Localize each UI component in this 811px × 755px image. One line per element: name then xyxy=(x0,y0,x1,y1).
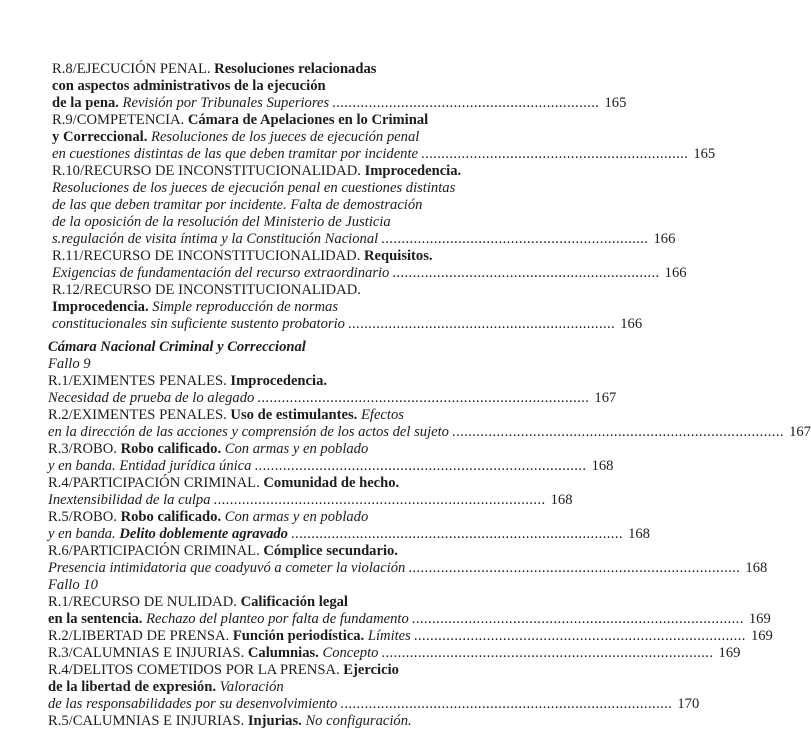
dot-leader: .................................................................. xyxy=(392,265,660,281)
page-number: 167 xyxy=(789,424,811,440)
entry-ref: R.3/CALUMNIAS E INJURIAS. xyxy=(48,645,248,661)
entry-line-with-page xyxy=(48,492,573,509)
entry-summary: Concepto xyxy=(322,645,379,661)
entry-summary: Resoluciones de los jueces de ejecución penal xyxy=(151,129,420,145)
entry-summary: de las responsabilidades por su desenvolvimiento xyxy=(48,696,338,712)
entry-ref: R.9/COMPETENCIA. xyxy=(52,112,188,128)
entry-summary: Simple reproducción de normas xyxy=(152,299,339,315)
page-number: 166 xyxy=(620,316,643,332)
entry-ref: R.1/RECURSO DE NULIDAD. xyxy=(48,594,241,610)
entry-ref: R.11/RECURSO DE INCONSTITUCIONALIDAD. xyxy=(52,248,365,264)
entry-topic: Improcedencia. xyxy=(52,299,153,315)
entry-line-with-page xyxy=(48,611,771,628)
entry-summary: Revisión por Tribunales Superiores xyxy=(122,95,330,111)
entry-ref: R.10/RECURSO DE INCONSTITUCIONALIDAD. xyxy=(52,163,365,179)
fallo-heading: Fallo 9 xyxy=(48,356,91,372)
entry-line: de las que deben tramitar por incidente. Falta de demostración xyxy=(52,197,423,213)
entry-line: de la oposición de la resolución del Ministerio de Justicia xyxy=(52,214,391,230)
entry-ref: R.3/ROBO. xyxy=(48,441,121,457)
court-heading: Cámara Nacional Criminal y Correccional xyxy=(48,339,306,355)
entry-line-with-page xyxy=(48,390,617,407)
entry-line-with-page xyxy=(52,316,643,333)
entry-topic: y Correccional. xyxy=(52,129,152,145)
entry-topic: en la sentencia. xyxy=(48,611,147,627)
entry-topic: de la pena. xyxy=(52,95,123,111)
entry-ref: R.5/CALUMNIAS E INJURIAS. xyxy=(48,713,248,729)
page-number: 166 xyxy=(664,265,687,281)
entry-line xyxy=(48,662,488,679)
entry-summary: Presencia intimidatoria que coadyuvó a cometer la violación xyxy=(48,560,406,576)
dot-leader: .................................................................. xyxy=(347,316,616,332)
entry-summary: en cuestiones distintas de las que deben tramitar por incidente xyxy=(52,146,419,162)
entry-topic: Función periodística. xyxy=(232,628,368,644)
entry-line xyxy=(52,112,492,129)
entry-line-with-page xyxy=(48,458,614,475)
entry-line xyxy=(52,163,492,180)
entry-summary: Con armas y en poblado xyxy=(224,441,369,457)
entry-ref: R.4/DELITOS COMETIDOS POR LA PRENSA. xyxy=(48,662,344,678)
entry-summary: Límites xyxy=(367,628,411,644)
entry-summary: en la dirección de las acciones y comprensión de los actos del sujeto xyxy=(48,424,449,440)
entry-line xyxy=(52,129,492,146)
page-number: 168 xyxy=(591,458,614,474)
entry-topic: Requisitos. xyxy=(364,248,433,264)
dot-leader: .................................................................................. xyxy=(411,611,744,627)
entry-line xyxy=(52,299,492,316)
entry-line-with-page xyxy=(48,424,811,441)
entry-summary: Valoración xyxy=(219,679,284,695)
entry-topic: Delito doblemente agravado xyxy=(119,526,288,542)
entry-topic: Robo calificado. xyxy=(120,509,225,525)
entry-line-with-page xyxy=(48,560,768,577)
entry-line xyxy=(48,713,488,730)
entry-summary: No configuración. xyxy=(305,713,412,729)
entry-ref: R.4/PARTICIPACIÓN CRIMINAL. xyxy=(48,475,264,491)
dot-leader: .................................................................................. xyxy=(413,628,746,644)
dot-leader: .................................................................................. xyxy=(451,424,784,440)
page-number: 166 xyxy=(653,231,676,247)
entry-topic: Resoluciones relacionadas xyxy=(214,61,377,77)
entry-topic: Ejercicio xyxy=(343,662,399,678)
entry-topic: Uso de estimulantes. xyxy=(230,407,361,423)
entry-ref: R.2/EXIMENTES PENALES. xyxy=(48,407,231,423)
entry-line: Resoluciones de los jueces de ejecución penal en cuestiones distintas xyxy=(52,180,456,196)
page-number: 169 xyxy=(750,628,773,644)
entry-topic: Robo calificado. xyxy=(120,441,225,457)
entry-line-with-page xyxy=(48,628,773,645)
page-number: 168 xyxy=(745,560,768,576)
entry-ref: R.2/LIBERTAD DE PRENSA. xyxy=(48,628,233,644)
entry-topic: Injurias. xyxy=(247,713,306,729)
entry-topic: Calumnias. xyxy=(247,645,323,661)
entry-summary: constitucionales sin suficiente sustento probatorio xyxy=(52,316,345,332)
entry-ref: R.8/EJECUCIÓN PENAL. xyxy=(52,61,215,77)
dot-leader: .................................................................................. xyxy=(257,390,590,406)
page-number: 165 xyxy=(604,95,627,111)
page-number: 165 xyxy=(693,146,716,162)
entry-line xyxy=(52,248,492,265)
entry-line xyxy=(52,61,432,78)
page-number: 168 xyxy=(628,526,650,542)
entry-line-with-page xyxy=(52,231,676,248)
entry-topic: Improcedencia. xyxy=(230,373,328,389)
dot-leader: .................................................................. xyxy=(421,146,689,162)
dot-leader: .................................................................................. xyxy=(254,458,587,474)
dot-leader: .................................................................. xyxy=(332,95,600,111)
dot-leader: .................................................................................. xyxy=(408,560,741,576)
entry-topic: Cómplice secundario. xyxy=(263,543,398,559)
entry-line-with-page xyxy=(48,645,741,662)
entry-line-with-page xyxy=(48,526,650,543)
entry-ref: R.5/ROBO. xyxy=(48,509,121,525)
page-number: 169 xyxy=(718,645,741,661)
page-number: 169 xyxy=(748,611,771,627)
entry-line-with-page xyxy=(52,265,687,282)
entry-summary: y en banda. Entidad jurídica única xyxy=(48,458,252,474)
page-number: 170 xyxy=(677,696,700,712)
entry-line xyxy=(48,679,488,696)
dot-leader: .................................................................................. xyxy=(340,696,673,712)
entry-line-with-page xyxy=(52,146,716,163)
entry-ref: R.1/EXIMENTES PENALES. xyxy=(48,373,231,389)
entry-topic: Calificación legal xyxy=(240,594,348,610)
entry-line xyxy=(48,509,488,526)
entry-summary: Inextensibilidad de la culpa xyxy=(48,492,211,508)
dot-leader: .................................................................................. xyxy=(381,645,714,661)
fallo-heading: Fallo 10 xyxy=(48,577,98,593)
entry-line-with-page xyxy=(48,696,700,713)
entry-topic: Improcedencia. xyxy=(364,163,462,179)
entry-topic: Cámara de Apelaciones en lo Criminal xyxy=(187,112,429,128)
entry-topic: Comunidad de hecho. xyxy=(263,475,400,491)
entry-line xyxy=(48,543,488,560)
entry-summary: Efectos xyxy=(360,407,404,423)
entry-ref: R.6/PARTICIPACIÓN CRIMINAL. xyxy=(48,543,264,559)
entry-summary: Exigencias de fundamentación del recurso extraordinario xyxy=(52,265,390,281)
entry-summary: Necesidad de prueba de lo alegado xyxy=(48,390,255,406)
dot-leader: .................................................................. xyxy=(381,231,649,247)
dot-leader: .................................................................................. xyxy=(213,492,546,508)
entry-summary: y en banda. xyxy=(48,526,120,542)
entry-summary: s.regulación de visita íntima y la Constitución Nacional xyxy=(52,231,379,247)
entry-line xyxy=(48,373,488,390)
entry-summary: Con armas y en poblado xyxy=(224,509,369,525)
page-number: 168 xyxy=(550,492,573,508)
entry-line: R.12/RECURSO DE INCONSTITUCIONALIDAD. xyxy=(52,282,361,298)
entry-summary: Rechazo del planteo por falta de fundamento xyxy=(146,611,409,627)
entry-line-with-page xyxy=(52,95,627,112)
entry-line xyxy=(48,594,488,611)
entry-line xyxy=(48,475,488,492)
entry-line xyxy=(48,441,488,458)
page-number: 167 xyxy=(594,390,617,406)
entry-topic: de la libertad de expresión. xyxy=(48,679,220,695)
entry-line xyxy=(48,407,488,424)
entry-line: con aspectos administrativos de la ejecución xyxy=(52,78,326,94)
dot-leader: .................................................................................. xyxy=(290,526,623,542)
